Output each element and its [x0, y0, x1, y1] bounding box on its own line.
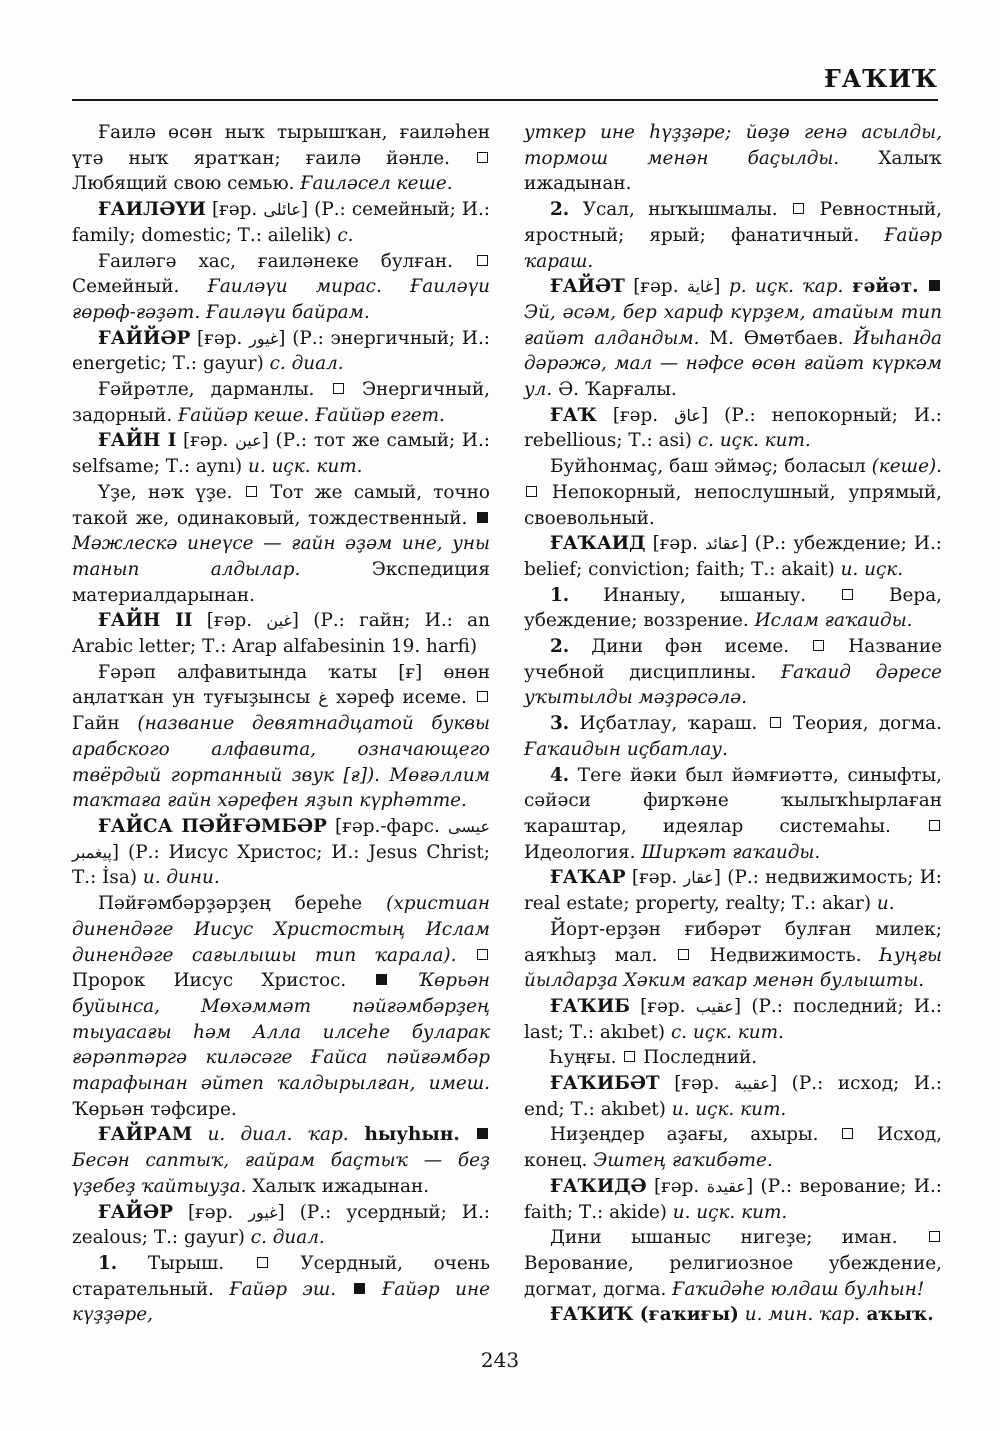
dictionary-entry — [72, 608, 490, 659]
entry-paragraph — [524, 197, 942, 274]
translation-marker-icon — [477, 255, 488, 266]
entry-text: [ғәр. — [192, 610, 267, 632]
dictionary-entry — [72, 326, 490, 377]
example-marker-icon — [477, 512, 488, 523]
entry-text: ] (Р.: убеждение; И.: belief; conviction; faith; Т.: akait) — [524, 533, 942, 580]
entry-text: и. дини. — [142, 867, 220, 889]
entry-text: Иҫбатлау, ҡараш. — [569, 713, 768, 735]
translation-marker-icon — [678, 949, 689, 960]
headword: ҒАҠИҠ (ғаҡиғы) — [550, 1304, 739, 1326]
entry-text: и. иҫк. кит. — [248, 456, 363, 478]
translation-marker-icon — [257, 1257, 268, 1268]
translation-marker-icon — [333, 383, 344, 394]
dictionary-entry — [72, 428, 490, 479]
dictionary-entry — [524, 403, 942, 454]
headword: ҒАҠИБ — [550, 995, 630, 1017]
entry-paragraph — [72, 480, 490, 609]
entry-text: Ә. Ҡарғалы. — [552, 379, 677, 401]
translation-marker-icon — [526, 486, 537, 497]
example-marker-icon — [376, 974, 387, 985]
dictionary-entry — [72, 814, 490, 891]
entry-text: ] (Р.: усердный; И.: zealous; Т.: gayur) — [72, 1201, 490, 1249]
entry-text: Вера, убеждение; воззрение. — [524, 584, 943, 632]
arabic-etymon: عائلى — [263, 200, 301, 220]
entry-text: Ғайәр ҡараш. — [524, 224, 942, 272]
entry-text: Любящий свою семью. — [72, 173, 301, 195]
entry-text: [ғәр. — [190, 327, 250, 349]
headword: ҒАЙН II — [98, 610, 193, 632]
entry-paragraph — [524, 917, 942, 994]
translation-marker-icon — [813, 640, 824, 651]
headword: ҒАЙРАМ — [98, 1124, 193, 1146]
entry-text: Ҡөрьән буйынса, Мөхәммәт пәйғәмбәрҙең тыуасағы һәм Алла илсеһе буларак ғәрәптәргә киләсәге Ғайса пәйғәмбәр тарафынан әйтеп ҡалдырылған, имеш. — [72, 970, 490, 1095]
entry-text: Ғайәр эш. — [229, 1278, 337, 1300]
entry-text: Йыһанда дәрәжә, мал — нәфсе өсөн ғайәт күркәм ул. — [524, 327, 942, 401]
entry-text: [ғәр.-фарс. — [326, 815, 449, 837]
headword: ҒАЙН I — [98, 430, 177, 452]
arabic-etymon: عيسى پيغمبر — [72, 816, 490, 862]
entry-text: Недвижимость. — [691, 944, 881, 966]
dictionary-entry — [524, 994, 942, 1045]
entry-text: ] (Р.: недвижимость; И: real estate; property, realty; Т.: akar) — [524, 867, 942, 915]
entry-text: Һуңғы. — [550, 1047, 623, 1069]
entry-text: Бесән саптыҡ, ғайрам баҫтыҡ — беҙ үҙебеҙ ҡайтыуҙа. — [72, 1150, 490, 1197]
running-head: ҒАҠИҠ — [824, 64, 938, 93]
entry-text: Буйһонмаҫ, баш эймәҫ; боласыл — [550, 456, 872, 478]
arabic-etymon: عاق — [674, 405, 701, 425]
headword: 4. — [550, 764, 570, 786]
entry-text: Ғаиләгә хас, ғаиләнеке булған. — [98, 250, 475, 272]
entry-text: с. диал. — [250, 1227, 325, 1249]
entry-text: Непокорный, непослушный, упрямый, своевольный. — [524, 481, 942, 529]
entry-text: ] (Р.: семейный; И.: family; domestic; Т.: ailelik) — [72, 199, 490, 246]
translation-marker-icon — [477, 152, 488, 163]
translation-marker-icon — [477, 949, 488, 960]
dictionary-entry — [524, 1071, 942, 1122]
left-column — [72, 120, 490, 1328]
entry-paragraph — [72, 120, 490, 197]
dictionary-entry — [524, 274, 942, 403]
headword: 2. — [550, 636, 570, 658]
entry-text: ] (Р.: верование; И.: faith; Т.: akide) — [524, 1175, 942, 1223]
entry-text: Үҙе, нәҡ үҙе. — [98, 481, 244, 503]
headword: 1. — [98, 1252, 118, 1274]
entry-text: ] (Р.: тот же самый; И.: selfsame; Т.: aynı) — [72, 430, 490, 478]
entry-text: р. иҫк. ҡар. — [728, 276, 844, 298]
entry-text: и. мин. ҡар. — [738, 1304, 861, 1326]
arabic-etymon: عقيب — [695, 996, 734, 1016]
entry-text: [ғәр. — [176, 430, 236, 452]
entry-text: ] — [713, 276, 729, 298]
entry-text: Ҡөрьән тәфсире. — [72, 1098, 237, 1120]
entry-text: ] (Р.: исход; И.: end; Т.: akıbet) — [524, 1073, 942, 1120]
entry-text: Название учебной дисциплины. — [524, 636, 942, 683]
entry-text: с. иҫк. кит. — [697, 430, 811, 452]
headword: ғәйәт. — [843, 276, 919, 298]
entry-text: Идеология. — [524, 841, 642, 863]
entry-text: [ғәр. — [629, 995, 696, 1017]
entry-text: Семейный. — [72, 276, 208, 298]
entry-text: Ниҙеңдер аҙағы, ахыры. — [550, 1124, 841, 1146]
headword: 1. — [550, 584, 570, 606]
entry-text: [ғәр. — [172, 1201, 249, 1223]
entry-text: хәреф исеме. — [327, 687, 475, 709]
translation-marker-icon — [770, 717, 781, 728]
arabic-etymon: عقائد — [705, 534, 741, 554]
entry-text: [ғәр. — [659, 1073, 735, 1095]
entry-text: Последний. — [637, 1047, 758, 1069]
entry-text: ] (Р.: последний; И.: last; Т.: akıbet) — [524, 995, 943, 1043]
dictionary-entry — [72, 1122, 490, 1199]
arabic-etymon: غاية — [687, 277, 714, 297]
header-rule — [72, 99, 938, 101]
entry-text: Дини ышаныс нигеҙе; иман. — [550, 1227, 927, 1249]
entry-text: [ғәр. — [646, 1175, 707, 1197]
entry-text: Ғаҡидәһе юлдаш булһын! — [672, 1278, 925, 1300]
entry-text: Усал, ныҡышмалы. — [569, 199, 792, 221]
example-marker-icon — [354, 1283, 365, 1294]
headword: ҒАҠИДӘ — [550, 1175, 647, 1197]
entry-text: Ғаилә өсөн ныҡ тырышҡан, ғаиләһен үтә ныҡ яратҡан; ғаилә йәнле. — [72, 122, 490, 169]
headword: ҒАЙӘТ — [550, 276, 625, 298]
page-number: 243 — [480, 1348, 520, 1372]
entry-text: Верование, религиозное убеждение, догмат, догма. — [524, 1252, 942, 1300]
entry-text: Һуңғы йылдарҙа Хәким ғаҡар менән булышты. — [524, 944, 943, 992]
arabic-etymon: عقيبة — [734, 1074, 770, 1094]
entry-text: Эштең ғаҡибәте. — [593, 1150, 773, 1172]
entry-text: Халыҡ ижадынан. — [524, 147, 942, 195]
headword: ҒАИЛӘҮИ — [98, 199, 206, 221]
entry-paragraph — [72, 891, 490, 1122]
headword: ҒАҠ — [550, 404, 597, 426]
dictionary-entry — [72, 197, 490, 248]
entry-text: [ғәр. — [596, 404, 675, 426]
translation-marker-icon — [842, 589, 853, 600]
headword: ҒАЙСА ПӘЙҒӘМБӘР — [98, 815, 327, 837]
entry-text: Экспедиция материалдарынан. — [72, 558, 490, 606]
headword: аҡыҡ. — [860, 1304, 934, 1326]
entry-text: Ғайәр ине күҙҙәре, — [72, 1278, 490, 1326]
headword: ҒАҠИБӘТ — [550, 1073, 660, 1095]
entry-paragraph — [524, 634, 942, 711]
entry-text: Гайн — [72, 713, 138, 735]
headword: 3. — [550, 713, 570, 735]
entry-paragraph — [72, 660, 490, 814]
entry-text: Пәйғәмбәрҙәрҙең береһе — [98, 893, 387, 915]
entry-text: Исход, конец. — [524, 1124, 943, 1172]
entry-text: Дини фән исеме. — [569, 636, 812, 658]
entry-text: (название девятнадцатой буквы арабского алфавита, означающего твёрдый гортанный звук [ғ]). Мөғәллим таҡтаға ғайн хәрефен яҙып күрһәтте. — [72, 713, 490, 812]
entry-text: с. диал. — [269, 353, 344, 375]
entry-text — [336, 1279, 351, 1300]
arabic-etymon: عقيدة — [706, 1176, 746, 1196]
entry-text: Пророк Иисус Христос. — [72, 970, 375, 992]
example-marker-icon — [929, 280, 940, 291]
entry-paragraph — [524, 1045, 942, 1071]
entry-text — [460, 1124, 475, 1145]
example-marker-icon — [477, 1128, 488, 1139]
translation-marker-icon — [793, 203, 804, 214]
headword: ҒАҠАИД — [550, 533, 646, 555]
entry-text: Теге йәки был йәмғиәттә, синыфты, сәйәси фирҡәне ҡылыҡһырлаған ҡараштар, идеялар системаһы. — [524, 764, 942, 837]
entry-text: ] (Р.: гайн; И.: an Arabic letter; Т.: Arap alfabesinin 19. harfi) — [72, 610, 490, 658]
entry-text: ] (Р.: энергичный; И.: energetic; Т.: gayur) — [72, 327, 490, 375]
arabic-etymon: عين — [235, 431, 262, 451]
translation-marker-icon — [842, 1128, 853, 1139]
entry-text: Йорт-ерҙән ғибәрәт булған милек; аяҡһыҙ мал. — [524, 918, 942, 966]
arabic-etymon: غ — [318, 688, 328, 708]
entry-text: уткер ине һүҙҙәре; йөҙө генә асылды, тормош менән баҫылды. — [524, 122, 942, 169]
entry-paragraph — [72, 249, 490, 326]
entry-text: [ғәр. — [625, 867, 684, 889]
entry-text: М. Өмөтбаев. — [699, 327, 854, 349]
entry-text: и. иҫк. — [840, 558, 904, 580]
entry-paragraph — [524, 583, 942, 634]
entry-text: Тырыш. — [117, 1252, 255, 1274]
entry-text: Ширҡәт ғаҡаиды. — [641, 841, 821, 863]
entry-paragraph — [524, 711, 942, 762]
entry-text: (кеше). — [871, 456, 942, 478]
entry-text: и. иҫк. кит. — [672, 1201, 788, 1223]
entry-paragraph — [524, 454, 942, 531]
dictionary-entry — [524, 1174, 942, 1225]
headword: ҒАЙӘР — [98, 1201, 173, 1223]
translation-marker-icon — [477, 691, 488, 702]
entry-text: Ғәрәп алфавитында ҡаты [ғ] өнөн аңлатҡан ун туғыҙынсы — [72, 661, 490, 709]
entry-text: Эй, әсәм, бер хариф күрҙем, атайым тип ғайәт алдандым. — [524, 301, 942, 349]
arabic-etymon: عقار — [683, 868, 714, 888]
entry-text: Ғаиләүи мирас. Ғаиләүи ғөрөф-ғәҙәт. Ғаиләүи байрам. — [72, 276, 490, 323]
entry-text: с. — [337, 224, 354, 246]
entry-text: и. диал. ҡар. — [192, 1124, 349, 1146]
entry-text: Халыҡ ижадынан. — [246, 1175, 430, 1197]
arabic-etymon: غيور — [249, 328, 279, 348]
entry-paragraph — [524, 120, 942, 197]
dictionary-entry — [524, 1302, 942, 1328]
dictionary-entry — [72, 1200, 490, 1251]
headword: 2. — [550, 199, 570, 221]
entry-paragraph — [72, 1251, 490, 1328]
translation-marker-icon — [929, 820, 940, 831]
right-column — [524, 120, 942, 1328]
entry-text: Ғаҡаидын иҫбатлау. — [524, 738, 728, 760]
entry-text: Ревностный, яростный; ярый; фанатичный. — [524, 199, 942, 246]
entry-text: Тот же самый, точно такой же, одинаковый, тождественный. — [72, 481, 490, 529]
entry-paragraph — [524, 1225, 942, 1302]
entry-text: (христиан динендәге Иисус Христостың Ислам динендәге сағылышы тип ҡарала). — [72, 893, 490, 966]
dictionary-entry — [524, 865, 942, 916]
entry-text: и. иҫк. кит. — [671, 1098, 787, 1120]
entry-text: [ғәр. — [645, 533, 706, 555]
entry-text: Ғәйрәтле, дарманлы. — [98, 379, 331, 401]
arabic-etymon: غيور — [248, 1202, 278, 1222]
entry-text: Усердный, очень старательный. — [72, 1252, 490, 1300]
entry-text: [ғәр. — [205, 199, 264, 221]
entry-text: ] (Р.: Иисус Христос; И.: Jesus Christ; Т.: İsa) — [72, 841, 490, 889]
translation-marker-icon — [624, 1051, 635, 1062]
entry-text: Энергичный, задорный. — [72, 379, 490, 426]
headword: һыуһын. — [348, 1124, 460, 1146]
entry-text: ] (Р.: непокорный; И.: rebellious; Т.: asi) — [524, 404, 942, 452]
dictionary-entry — [524, 531, 942, 582]
entry-text: Мәжлескә инеүсе — ғайн әҙәм ине, уны танып алдылар. — [72, 533, 490, 580]
entry-text: [ғәр. — [624, 276, 688, 298]
entry-text: Ислам ғаҡаиды. — [754, 610, 913, 632]
arabic-etymon: غين — [266, 611, 292, 631]
entry-text: Теория, догма. — [782, 713, 942, 735]
translation-marker-icon — [929, 1231, 940, 1242]
translation-marker-icon — [246, 486, 257, 497]
entry-text: Ғаиләсел кеше. — [300, 173, 453, 195]
entry-text — [456, 945, 475, 966]
entry-paragraph — [524, 763, 942, 866]
entry-text: и. — [876, 893, 895, 915]
headword: ҒАЙЙӘР — [98, 327, 191, 349]
entry-text: Ғаҡаид дәресе уҡытылды мәҙрәсәлә. — [524, 661, 942, 709]
entry-text: с. иҫк. кит. — [670, 1021, 784, 1043]
entry-text: Ғаййәр кеше. Ғаййәр егет. — [178, 404, 445, 426]
entry-paragraph — [72, 377, 490, 428]
entry-text: Инаныу, ышаныу. — [569, 584, 841, 606]
headword: ҒАҠАР — [550, 867, 626, 889]
entry-text — [919, 276, 927, 297]
entry-paragraph — [524, 1122, 942, 1173]
